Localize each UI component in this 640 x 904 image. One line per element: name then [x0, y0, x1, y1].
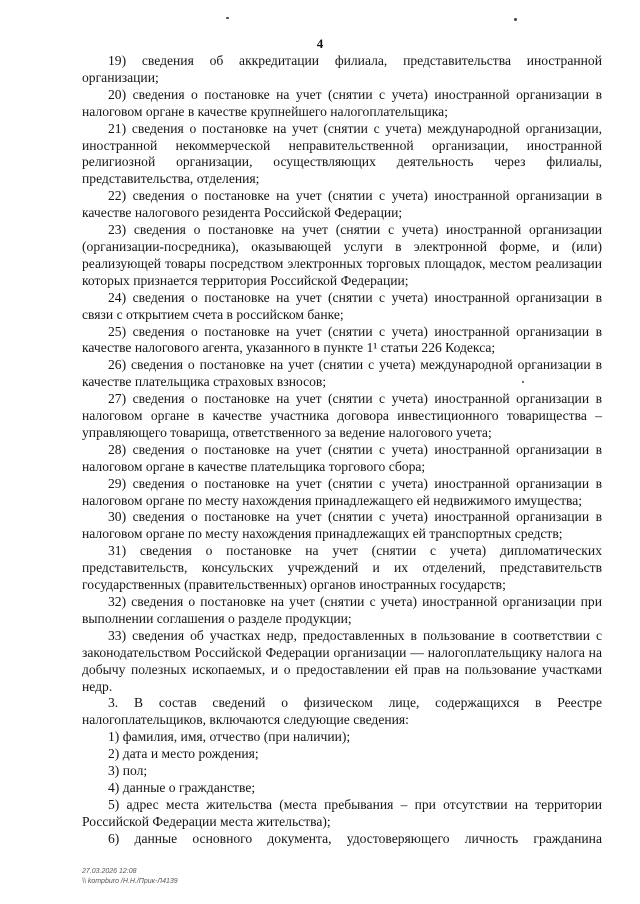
- paragraph-33: 33) сведения об участках недр, предоставленных в пользование в соответствии с законодательством Российской Федерации организации — налогоплательщику налога на добычу полезных ископаемых, и о предоставлении ей прав на пользование участками недр.: [82, 627, 602, 694]
- paragraph-21: 21) сведения о постановке на учет (снятии с учета) международной организации, иностранной некоммерческой неправительственной организации, иностранной религиозной организации, осуществляющих деятельность через филиалы, представительства, отделения;: [82, 120, 602, 187]
- item-1-full-name: 1) фамилия, имя, отчество (при наличии);: [108, 729, 351, 745]
- paragraph-24: 24) сведения о постановке на учет (снятии с учета) иностранной организации в связи с открытием счета в российском банке;: [82, 289, 602, 322]
- paragraph-26: 26) сведения о постановке на учет (снятии с учета) международной организации в качестве плательщика страховых взносов;: [82, 357, 602, 390]
- scan-speck: [514, 18, 517, 21]
- document-body: [82, 53, 602, 848]
- paragraph-20: 20) сведения о постановке на учет (снятии с учета) иностранной организации в налоговом органе в качестве крупнейшего налогоплательщика;: [82, 86, 602, 119]
- paragraph-31: 31) сведения о постановке на учет (снятии с учета) дипломатических представительств, консульских учреждений и их отделений, представительств государственных (правительственных) органов иностранных государств;: [82, 543, 602, 593]
- section-3-intro: 3. В состав сведений о физическом лице, содержащихся в Реестре налогоплательщиков, включаются следующие сведения:: [82, 695, 602, 728]
- item-6-document: 6) данные основного документа, удостоверяющего личность гражданина: [108, 830, 602, 846]
- paragraph-29: 29) сведения о постановке на учет (снятии с учета) иностранной организации в налоговом органе по месту нахождения принадлежащего ей недвижимого имущества;: [82, 475, 602, 508]
- page-number: 4: [316, 36, 324, 51]
- paragraph-19: 19) сведения об аккредитации филиала, представительства иностранной организации;: [82, 53, 602, 85]
- paragraph-28: 28) сведения о постановке на учет (снятии с учета) иностранной организации в налоговом органе в качестве плательщика торгового сбора;: [82, 441, 602, 474]
- item-4-citizenship: 4) данные о гражданстве;: [108, 779, 256, 795]
- paragraph-22: 22) сведения о постановке на учет (снятии с учета) иностранной организации в качестве налогового резидента Российской Федерации;: [82, 188, 602, 221]
- paragraph-32: 32) сведения о постановке на учет (снятии с учета) иностранной организации при выполнении соглашения о разделе продукции;: [82, 594, 602, 626]
- item-2-birth: 2) дата и место рождения;: [108, 746, 259, 762]
- paragraph-25: 25) сведения о постановке на учет (снятии с учета) иностранной организации в качестве налогового агента, указанного в пункте 1¹ статьи 226 Кодекса;: [82, 323, 602, 356]
- scan-speck: [226, 17, 229, 19]
- paragraph-27: 27) сведения о постановке на учет (снятии с учета) иностранной организации в налоговом органе в качестве участника договора инвестиционного товарищества – управляющего товарища, ответственного за ведение налогового учета;: [82, 391, 602, 440]
- footer-timestamp: 27.03.2026 12:08: [82, 868, 137, 875]
- item-5-address: 5) адрес места жительства (места пребывания – при отсутствии на территории Российской Федерации места жительства);: [82, 796, 602, 829]
- footer-path: \\ kompburo /Н.Н./Прик-Л4139: [82, 878, 178, 885]
- document-footer: [82, 867, 178, 887]
- paragraph-23: 23) сведения о постановке на учет (снятии с учета) иностранной организации (организации-посредника), оказывающей услуги в электронной форме, и (или) реализующей товары посредством электронных торговых площадок, местом реализации которых признается территория Российской Федерации;: [82, 222, 602, 288]
- paragraph-30: 30) сведения о постановке на учет (снятии с учета) иностранной организации в налоговом органе по месту нахождения принадлежащих ей транспортных средств;: [82, 509, 602, 542]
- item-3-sex: 3) пол;: [108, 763, 148, 779]
- scan-speck: [522, 381, 524, 383]
